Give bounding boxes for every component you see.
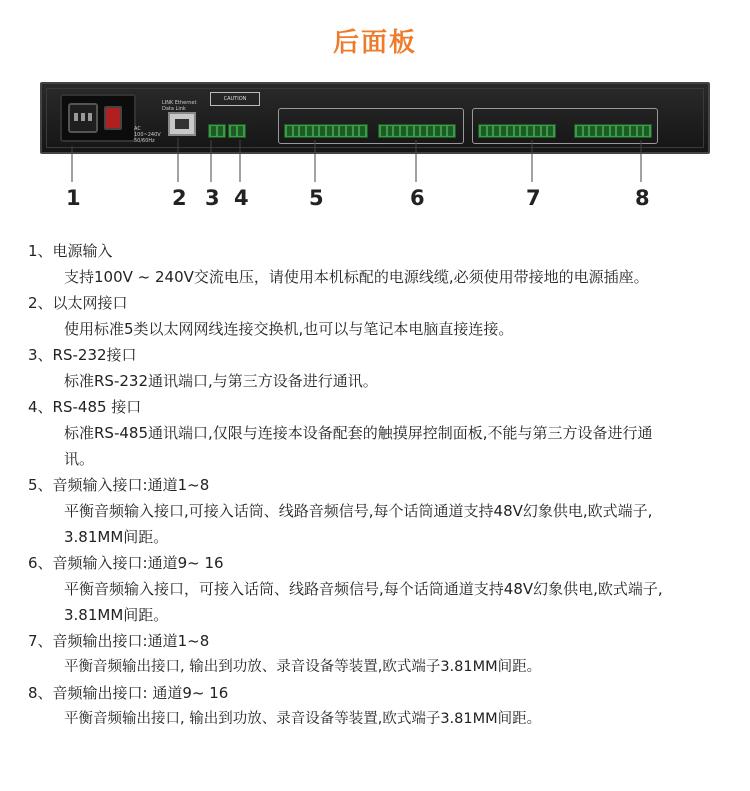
rs232-terminal <box>208 124 226 138</box>
item-heading: 5、音频输入接口:通道1~8 <box>28 476 210 494</box>
item-body: 平衡音频输入接口，可接入话筒、线路音频信号,每个话筒通道支持48V幻象供电,欧式端子, 3.81MM间距。 <box>64 580 663 624</box>
callout-number: 2 <box>172 186 187 210</box>
item-body: 平衡音频输出接口, 输出到功放、录音设备等装置,欧式端子3.81MM间距。 <box>64 711 542 727</box>
item-heading: 2、以太网接口 <box>28 294 128 312</box>
list-item <box>28 290 728 342</box>
item-heading: 6、音频输入接口:通道9~ 16 <box>28 554 224 572</box>
list-item <box>28 394 728 472</box>
iec-socket-icon <box>68 103 98 133</box>
item-body: 支持100V ~ 240V交流电压，请使用本机标配的电源线缆,必须使用带接地的电源插座。 <box>64 268 649 286</box>
caution-label: CAUTION <box>210 92 260 106</box>
audio-out-9-16-terminal <box>574 124 652 138</box>
callout-number: 6 <box>410 186 425 210</box>
item-body: 平衡音频输入接口,可接入话筒、线路音频信号,每个话筒通道支持48V幻象供电,欧式端子, 3.81MM间距。 <box>64 502 653 546</box>
item-heading: 3、RS-232接口 <box>28 346 137 364</box>
item-heading: 7、音频输出接口:通道1~8 <box>28 632 210 650</box>
callout-number: 5 <box>309 186 324 210</box>
audio-out-1-8-terminal <box>478 124 556 138</box>
callout-number: 4 <box>234 186 249 210</box>
item-heading: 1、电源输入 <box>28 242 113 260</box>
item-heading: 8、音频输出接口: 通道9~ 16 <box>28 684 229 702</box>
power-label: AC 100~240V 50/60Hz <box>134 126 161 144</box>
callout-number: 1 <box>66 186 81 210</box>
ethernet-label: LINK Ethernet Data Link <box>162 100 197 112</box>
list-item <box>28 680 728 732</box>
list-item <box>28 342 728 394</box>
ethernet-port-icon <box>168 112 196 136</box>
callout-number: 3 <box>205 186 220 210</box>
audio-in-9-16-terminal <box>378 124 456 138</box>
item-body: 平衡音频输出接口, 输出到功放、录音设备等装置,欧式端子3.81MM间距。 <box>64 659 542 675</box>
power-switch-icon <box>104 106 122 130</box>
audio-in-1-8-terminal <box>284 124 368 138</box>
list-item <box>28 550 728 628</box>
rs485-terminal <box>228 124 246 138</box>
item-body: 使用标准5类以太网网线连接交换机,也可以与笔记本电脑直接连接。 <box>64 320 514 338</box>
item-body: 标准RS-232通讯端口,与第三方设备进行通讯。 <box>64 372 378 390</box>
item-body: 标准RS-485通讯端口,仅限与连接本设备配套的触摸屏控制面板,不能与第三方设备进行通讯。 <box>64 424 653 468</box>
power-inlet <box>60 94 136 142</box>
item-heading: 4、RS-485 接口 <box>28 398 142 416</box>
callout-number: 8 <box>635 186 650 210</box>
callout-number: 7 <box>526 186 541 210</box>
rear-panel-image <box>40 82 710 154</box>
list-item <box>28 238 728 290</box>
list-item <box>28 472 728 550</box>
list-item <box>28 628 728 680</box>
description-list <box>28 238 728 732</box>
page-title: 后面板 <box>332 28 417 58</box>
